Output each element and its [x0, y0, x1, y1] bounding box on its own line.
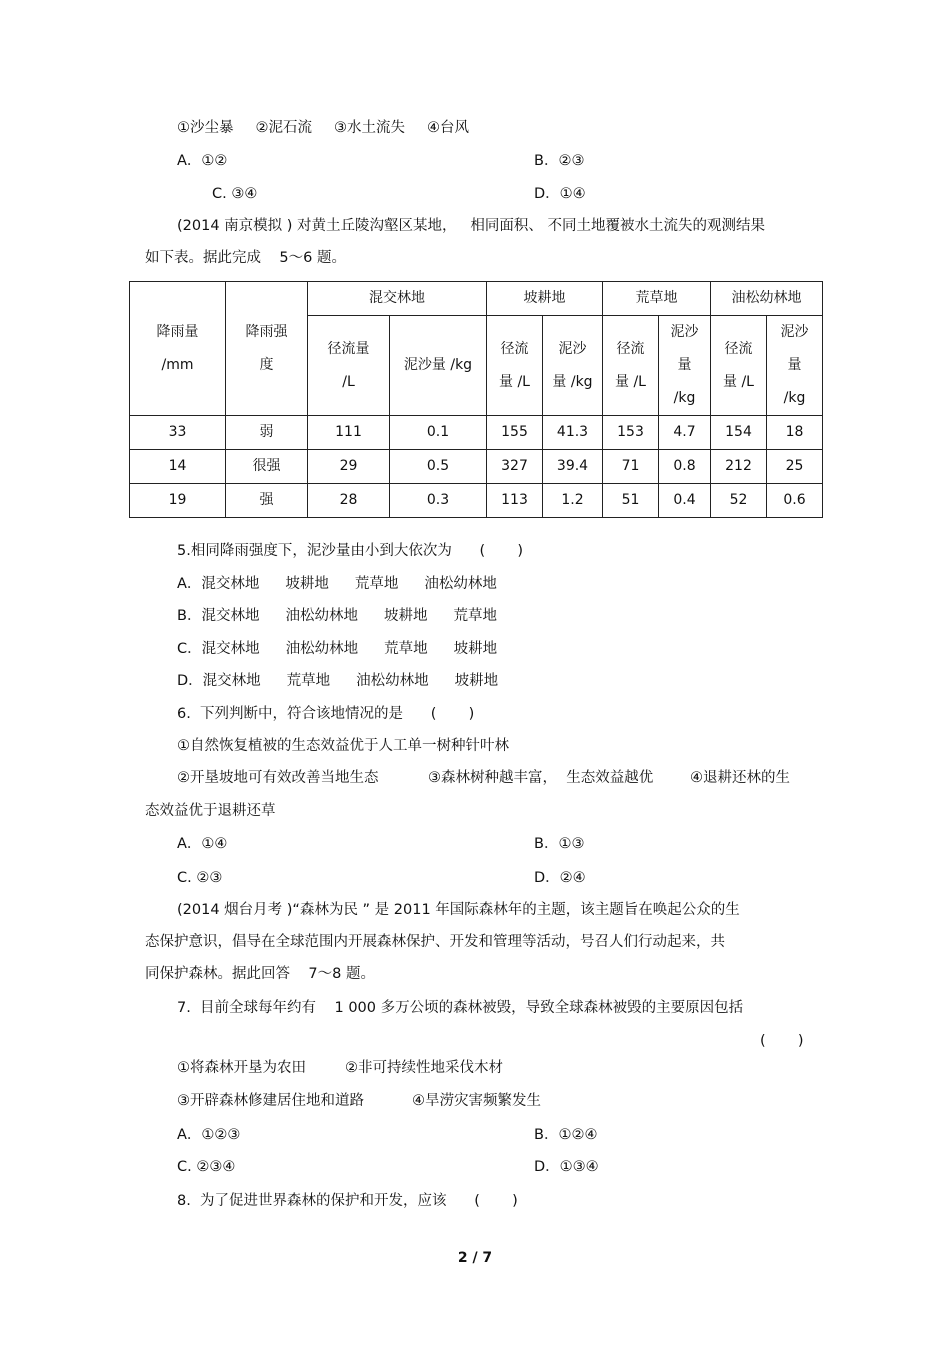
intro78-line2: 态保护意识，倡导在全球范围内开展森林保护、开发和管理等活动，号召人们行动起来，共 [145, 934, 725, 950]
q5-option-d: D．混交林地 荒草地 油松幼林地 坡耕地 [177, 673, 499, 689]
q7-answer-paren: ( ) [760, 1033, 804, 1049]
table-cell: 0.5 [390, 450, 487, 484]
table-cell: 0.8 [659, 450, 711, 484]
table-cell: 41.3 [543, 416, 603, 450]
table-cell: 28 [308, 484, 390, 518]
header-grassland: 荒草地 [603, 282, 711, 316]
table-cell: 1.2 [543, 484, 603, 518]
q4-item-2: ②泥石流 [255, 120, 312, 136]
table-cell: 25 [767, 450, 823, 484]
q6-statement-2: ②开垦坡地可有效改善当地生态 [177, 770, 379, 786]
intro78-line1: (2014 烟台月考 )“森林为民 ” 是 2011 年国际森林年的主题，该主题旨在唤起公众的生 [177, 902, 740, 918]
table-row [130, 484, 823, 518]
q6-stem: 6. 下列判断中，符合该地情况的是 ( ) [177, 706, 475, 722]
runoff-table [129, 281, 823, 518]
table-row [130, 416, 823, 450]
table-cell: 弱 [226, 416, 308, 450]
table-cell: 155 [487, 416, 543, 450]
q4-option-c: C. ③④ [212, 186, 258, 202]
table-cell: 0.1 [390, 416, 487, 450]
q6-statement-1: ①自然恢复植被的生态效益优于人工单一树种针叶林 [177, 738, 509, 754]
header-pine-forest: 油松幼林地 [711, 282, 823, 316]
q7-statement-2: ②非可持续性地采伐木材 [345, 1060, 503, 1076]
table-cell: 18 [767, 416, 823, 450]
table-cell: 0.4 [659, 484, 711, 518]
table-cell: 52 [711, 484, 767, 518]
table-cell: 71 [603, 450, 659, 484]
q6-option-b: B．①③ [534, 836, 585, 852]
subheader-sediment: 泥沙 量 /kg [767, 316, 823, 416]
q6-statement-4-cont: 态效益优于退耕还草 [145, 803, 276, 819]
table-cell: 212 [711, 450, 767, 484]
q7-option-d: D．①③④ [534, 1159, 599, 1175]
q4-item-1: ①沙尘暴 [177, 120, 234, 136]
q8-stem: 8. 为了促进世界森林的保护和开发，应该 ( ) [177, 1193, 518, 1209]
header-intensity: 降雨强 度 [226, 282, 308, 416]
subheader-sediment: 泥沙 量 /kg [543, 316, 603, 416]
table-cell: 154 [711, 416, 767, 450]
q4-items-line [177, 118, 469, 138]
table-cell: 29 [308, 450, 390, 484]
table-cell: 0.6 [767, 484, 823, 518]
q6-statement-3: ③森林树种越丰富， 生态效益越优 [428, 770, 654, 786]
subheader-runoff: 径流量 /L [308, 316, 390, 416]
q7-option-c: C. ②③④ [177, 1159, 236, 1175]
subheader-runoff: 径流 量 /L [711, 316, 767, 416]
table-cell: 0.3 [390, 484, 487, 518]
intro78-line3: 同保护森林。据此回答 7～8 题。 [145, 966, 375, 982]
q5-stem: 5.相同降雨强度下，泥沙量由小到大依次为 ( ) [177, 543, 524, 559]
q4-option-a: A．①② [177, 153, 228, 169]
intro56-line2: 如下表。据此完成 5～6 题。 [145, 250, 346, 266]
q7-stem: 7. 目前全球每年约有 1 000 多万公顷的森林被毁，导致全球森林被毁的主要原因包括 [177, 1000, 744, 1016]
table-cell: 4.7 [659, 416, 711, 450]
subheader-sediment: 泥沙 量 /kg [659, 316, 711, 416]
table-cell: 14 [130, 450, 226, 484]
q7-statement-3: ③开辟森林修建居住地和道路 [177, 1093, 364, 1109]
table-cell: 很强 [226, 450, 308, 484]
q6-option-d: D．②④ [534, 870, 586, 886]
header-slope-farmland: 坡耕地 [487, 282, 603, 316]
q5-option-a: A．混交林地 坡耕地 荒草地 油松幼林地 [177, 576, 497, 592]
table-cell: 39.4 [543, 450, 603, 484]
q6-statement-4: ④退耕还林的生 [690, 770, 790, 786]
table-cell: 113 [487, 484, 543, 518]
q6-option-c: C. ②③ [177, 870, 223, 886]
q4-option-b: B．②③ [534, 153, 585, 169]
table-cell: 327 [487, 450, 543, 484]
q4-item-3: ③水土流失 [334, 120, 405, 136]
table-cell: 强 [226, 484, 308, 518]
table-cell: 51 [603, 484, 659, 518]
q4-item-4: ④台风 [427, 120, 469, 136]
header-rainfall: 降雨量 /mm [130, 282, 226, 416]
intro56-line1: (2014 南京模拟 ) 对黄土丘陵沟壑区某地， 相同面积、 不同土地覆被水土流失的观测结果 [177, 218, 765, 234]
table-cell: 153 [603, 416, 659, 450]
q7-option-b: B．①②④ [534, 1127, 598, 1143]
q5-option-c: C．混交林地 油松幼林地 荒草地 坡耕地 [177, 641, 498, 657]
q7-statement-1: ①将森林开垦为农田 [177, 1060, 306, 1076]
table-cell: 33 [130, 416, 226, 450]
page-number: 2 / 7 [457, 1250, 493, 1266]
subheader-runoff: 径流 量 /L [603, 316, 659, 416]
subheader-sediment: 泥沙量 /kg [390, 316, 487, 416]
table-cell: 111 [308, 416, 390, 450]
table-row [130, 450, 823, 484]
q7-statement-4: ④旱涝灾害频繁发生 [412, 1093, 541, 1109]
q4-option-d: D．①④ [534, 186, 586, 202]
subheader-runoff: 径流 量 /L [487, 316, 543, 416]
q7-option-a: A．①②③ [177, 1127, 241, 1143]
table-cell: 19 [130, 484, 226, 518]
header-mixed-forest: 混交林地 [308, 282, 487, 316]
q6-option-a: A．①④ [177, 836, 228, 852]
q5-option-b: B．混交林地 油松幼林地 坡耕地 荒草地 [177, 608, 497, 624]
